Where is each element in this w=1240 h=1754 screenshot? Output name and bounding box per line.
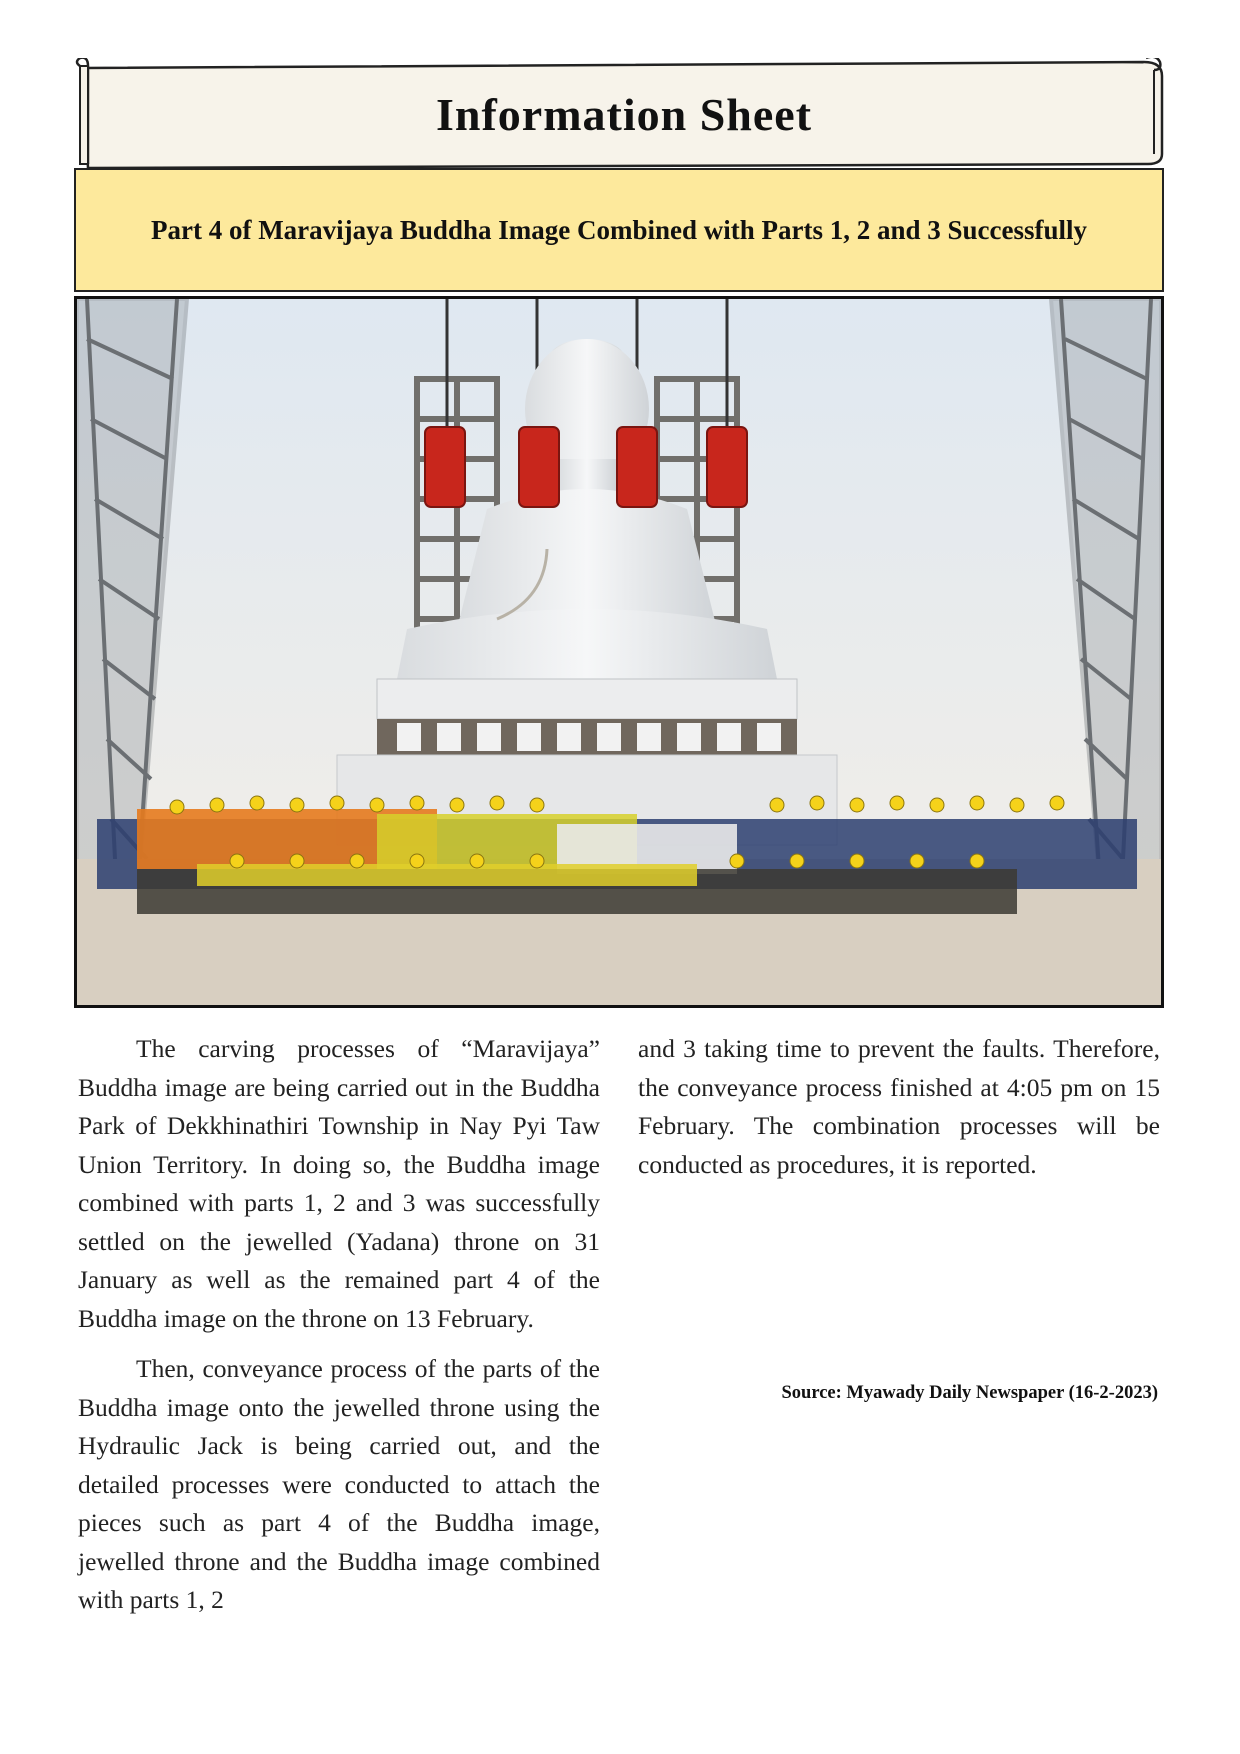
article-paragraph: Then, conveyance process of the parts of the Buddha image onto the jewelled throne using the Hydraulic Jack is being carried out, and the detailed processes were conducted to attach the pieces such as part 4 of the Buddha image, jewelled throne and the Buddha image combined with parts 1, 2	[78, 1354, 600, 1614]
buddha-image-photo	[74, 296, 1164, 1008]
article-column-right	[638, 1030, 1160, 1196]
page-title: Information Sheet	[435, 89, 813, 140]
article-paragraph: and 3 taking time to prevent the faults. Therefore, the conveyance process finished at 4:05 pm on 15 February. The combination processes will be conducted as procedures, it is reported.	[638, 1034, 1160, 1179]
title-scroll-banner	[74, 58, 1174, 168]
photo-illustration	[77, 299, 1161, 1005]
headline-box	[74, 168, 1164, 292]
source-citation: Source: Myawady Daily Newspaper (16-2-2023)	[781, 1383, 1158, 1403]
headline-text: Part 4 of Maravijaya Buddha Image Combined with Parts 1, 2 and 3 Successfully	[150, 214, 1088, 245]
article-paragraph: The carving processes of “Maravijaya” Buddha image are being carried out in the Buddha Park of Dekkhinathiri Township in Nay Pyi Taw Union Territory. In doing so, the Buddha image combined with parts 1, 2 and 3 was successfully settled on the jewelled (Yadana) throne on 31 January as well as the remained part 4 of the Buddha image on the throne on 13 February.	[78, 1034, 600, 1333]
article-column-left	[78, 1030, 600, 1632]
